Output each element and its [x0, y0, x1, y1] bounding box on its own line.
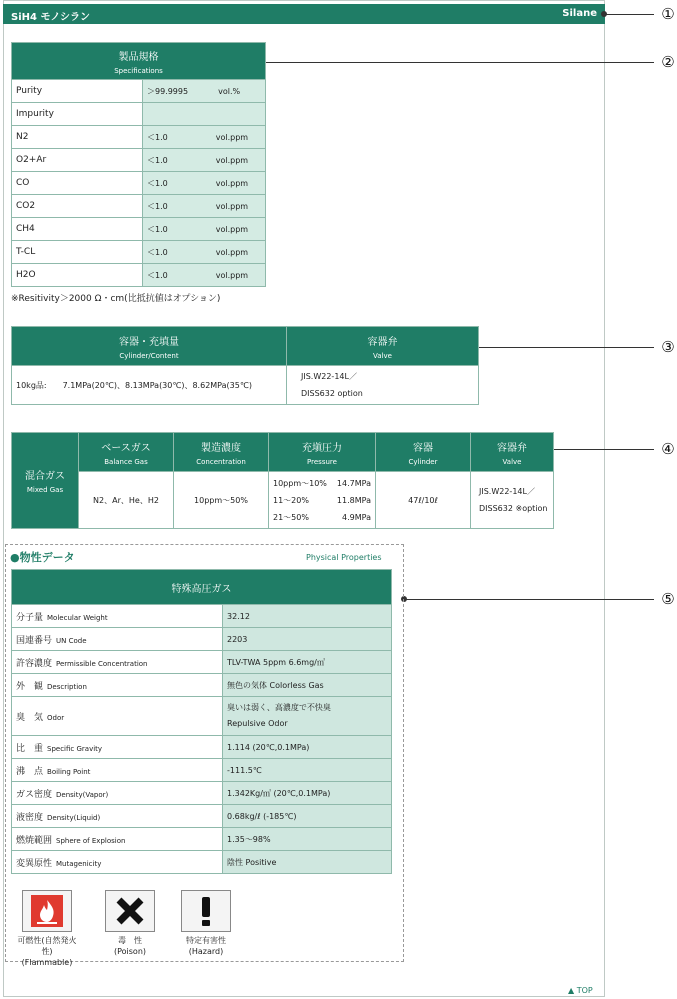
row-label	[12, 674, 223, 697]
row-value	[143, 264, 266, 287]
pressure-range: 10ppm～10%	[273, 478, 327, 488]
unit: vol.ppm	[215, 178, 249, 188]
row-label	[12, 851, 223, 874]
header-subtitle: Silane	[562, 8, 597, 19]
cylinder-title-en: Cylinder/Content	[119, 351, 179, 360]
row-value: 無色の気体 Colorless Gas	[223, 674, 392, 697]
value: ＜1.0	[147, 132, 168, 142]
pressure-value: 4.9MPa	[342, 512, 371, 522]
top-link[interactable]: ▲ TOP	[568, 986, 593, 995]
table-row	[12, 149, 266, 172]
hazard-label: 毒 性	[118, 936, 142, 945]
label-ja: 国連番号	[16, 635, 53, 646]
label-ja: 分子量	[16, 612, 44, 623]
label-ja: 燃焼範囲	[16, 835, 53, 846]
label-en: Sphere of Explosion	[56, 836, 126, 845]
table-row	[12, 195, 266, 218]
col-title-en: Valve	[502, 457, 522, 466]
row-label	[12, 697, 223, 736]
unit: vol.ppm	[215, 224, 249, 234]
label-en: Mutagenicity	[56, 859, 102, 868]
row-label: O2+Ar	[12, 149, 143, 172]
row-value	[143, 149, 266, 172]
callout-1: ①	[661, 5, 675, 23]
value: ＞99.9995	[147, 86, 189, 96]
row-label: H2O	[12, 264, 143, 287]
unit: vol.ppm	[215, 132, 249, 142]
row-label	[12, 628, 223, 651]
mixed-title-en: Mixed Gas	[26, 486, 64, 494]
spec-header	[12, 43, 266, 80]
row-value: 0.68kg/ℓ (-185℃)	[223, 805, 392, 828]
col-title: 製造濃度	[201, 442, 241, 454]
value-line: 臭いは弱く、高濃度で不快臭	[227, 703, 331, 712]
col-title-en: Pressure	[307, 457, 337, 466]
cross-icon	[105, 890, 155, 932]
table-row	[12, 736, 392, 759]
row-value: 32.12	[223, 605, 392, 628]
callout-line	[540, 449, 654, 450]
row-label	[12, 805, 223, 828]
col-title: ベースガス	[101, 442, 151, 454]
label-en: Description	[47, 682, 87, 691]
table-row	[12, 218, 266, 241]
valve-line: JIS.W22-14L／	[479, 487, 535, 496]
mixed-gas-header	[12, 433, 79, 529]
unit: vol.ppm	[215, 155, 249, 165]
table-row	[12, 759, 392, 782]
col-header	[471, 433, 554, 472]
row-value	[143, 218, 266, 241]
table-row	[12, 782, 392, 805]
value: ＜1.0	[147, 247, 168, 257]
table-row	[12, 828, 392, 851]
cylinder-header	[12, 327, 287, 366]
label-en: Specific Gravity	[47, 744, 103, 753]
label-ja: ガス密度	[16, 789, 53, 800]
label-en: UN Code	[56, 636, 87, 645]
row-value: 2203	[223, 628, 392, 651]
callout-4: ④	[661, 440, 675, 458]
table-row	[12, 472, 554, 529]
row-label	[12, 605, 223, 628]
cylinder-table	[11, 326, 479, 405]
hazard-flammable	[17, 890, 77, 968]
hazard-label: 特定有害性	[186, 936, 226, 945]
row-value: 陰性 Positive	[223, 851, 392, 874]
unit: vol.ppm	[215, 201, 249, 211]
label-en: Molecular Weight	[47, 613, 108, 622]
col-title-en: Cylinder	[408, 457, 438, 466]
spec-title-en: Specifications	[114, 66, 163, 75]
pressure-line	[273, 475, 371, 492]
row-label: CO	[12, 172, 143, 195]
pressure-value: 14.7MPa	[336, 478, 371, 488]
exclamation-icon	[181, 890, 231, 932]
value: ＜1.0	[147, 270, 168, 280]
valve-value	[287, 366, 479, 405]
table-row	[12, 851, 392, 874]
label-en: Boiling Point	[47, 767, 91, 776]
valve-header	[287, 327, 479, 366]
col-title-en: Concentration	[196, 457, 246, 466]
callout-line	[604, 14, 654, 15]
row-label	[12, 828, 223, 851]
physical-table	[11, 569, 392, 874]
callout-2: ②	[661, 53, 675, 71]
mixed-gas-table	[11, 432, 554, 529]
row-value	[143, 172, 266, 195]
physical-table-title: 特殊高圧ガス	[171, 583, 232, 595]
label-ja: 液密度	[16, 812, 44, 823]
row-label	[12, 651, 223, 674]
col-header	[269, 433, 376, 472]
hazard-label-en: (Poison)	[113, 947, 147, 956]
physical-title: ●物性データ	[10, 551, 75, 564]
valve-line: JIS.W22-14L／	[301, 372, 357, 381]
col-title: 充塡圧力	[302, 442, 342, 454]
value: ＜1.0	[147, 178, 168, 188]
label-ja: 比 重	[16, 743, 44, 754]
table-row	[12, 241, 266, 264]
col-header	[79, 433, 174, 472]
header-title: SiH4 モノシラン	[11, 12, 90, 23]
label-ja: 変異原性	[16, 858, 53, 869]
table-row	[12, 697, 392, 736]
row-value	[143, 241, 266, 264]
table-row	[12, 628, 392, 651]
row-value	[143, 195, 266, 218]
value-line: Repulsive Odor	[227, 719, 288, 728]
row-label: Purity	[12, 80, 143, 103]
label-ja: 臭 気	[16, 712, 44, 723]
table-row	[12, 674, 392, 697]
label-en: Density(Vapor)	[56, 790, 109, 799]
row-value: -111.5℃	[223, 759, 392, 782]
callout-5: ⑤	[661, 590, 675, 608]
table-row	[12, 172, 266, 195]
row-label: CO2	[12, 195, 143, 218]
row-value	[143, 80, 266, 103]
col-header	[174, 433, 269, 472]
pressure-line	[273, 492, 371, 509]
table-row	[12, 126, 266, 149]
callout-line	[404, 599, 654, 600]
row-label: N2	[12, 126, 143, 149]
label-ja: 外 観	[16, 681, 44, 692]
hazard-label: 可燃性(自然発火性)	[17, 936, 77, 956]
pressure-value: 11.8MPa	[336, 495, 371, 505]
callout-line	[461, 347, 654, 348]
col-title: 容器	[413, 442, 433, 454]
label-ja: 沸 点	[16, 766, 44, 777]
row-value	[143, 103, 266, 126]
row-label: CH4	[12, 218, 143, 241]
table-row	[12, 651, 392, 674]
callout-line	[252, 62, 654, 63]
table-row	[12, 264, 266, 287]
table-row	[12, 103, 266, 126]
hazard-poison	[100, 890, 160, 957]
mixed-valve	[471, 472, 554, 529]
label-en: Permissible Concentration	[56, 659, 148, 668]
cylinder-title: 容器・充填量	[119, 336, 179, 348]
col-title: 容器弁	[497, 442, 527, 454]
value: ＜1.0	[147, 155, 168, 165]
table-row	[12, 366, 479, 405]
row-label	[12, 736, 223, 759]
hazard-label-en: (Flammable)	[21, 958, 73, 967]
valve-line: DISS632 option	[301, 389, 363, 398]
table-row	[12, 80, 266, 103]
row-value	[143, 126, 266, 149]
row-label: T-CL	[12, 241, 143, 264]
valve-title: 容器弁	[367, 336, 398, 348]
physical-title-en: Physical Properties	[306, 553, 382, 562]
page-header	[3, 4, 605, 24]
cylinder-size: 47ℓ/10ℓ	[376, 472, 471, 529]
valve-line: DISS632 ※option	[479, 504, 548, 513]
callout-3: ③	[661, 338, 675, 356]
label-en: Odor	[47, 713, 65, 722]
valve-title-en: Valve	[373, 351, 392, 360]
table-row	[12, 805, 392, 828]
col-title-en: Balance Gas	[104, 457, 148, 466]
hazard-label-en: (Hazard)	[188, 947, 224, 956]
row-value: 1.342Kg/㎥ (20℃,0.1MPa)	[223, 782, 392, 805]
mixed-title: 混合ガス	[25, 471, 65, 482]
row-label	[12, 782, 223, 805]
pressure-range: 11～20%	[273, 495, 309, 505]
row-value: 1.114 (20℃,0.1MPa)	[223, 736, 392, 759]
spec-note: ※Resitivity＞2000 Ω・cm(比抵抗値はオプション)	[11, 294, 221, 304]
balance-gas: N2、Ar、He、H2	[79, 472, 174, 529]
hazard-hazard	[176, 890, 236, 957]
spec-title: 製品規格	[118, 51, 159, 63]
row-value: 1.35～98%	[223, 828, 392, 851]
physical-table-header	[12, 570, 392, 605]
label-en: Density(Liquid)	[47, 813, 101, 822]
pressure-range: 21～50%	[273, 512, 309, 522]
row-label	[12, 759, 223, 782]
row-value: TLV-TWA 5ppm 6.6mg/㎥	[223, 651, 392, 674]
row-value	[223, 697, 392, 736]
cylinder-content: 10kg品: 7.1MPa(20℃)、8.13MPa(30℃)、8.62MPa(35℃)	[12, 366, 287, 405]
concentration: 10ppm～50%	[174, 472, 269, 529]
table-row	[12, 605, 392, 628]
label-ja: 許容濃度	[16, 658, 53, 669]
spec-table	[11, 42, 266, 287]
unit: vol.ppm	[215, 247, 249, 257]
unit: vol.%	[218, 86, 241, 96]
value: ＜1.0	[147, 224, 168, 234]
row-label: Impurity	[12, 103, 143, 126]
pressure	[269, 472, 376, 529]
unit: vol.ppm	[215, 270, 249, 280]
col-header	[376, 433, 471, 472]
value: ＜1.0	[147, 201, 168, 211]
pressure-line	[273, 509, 371, 526]
flame-icon	[22, 890, 72, 932]
